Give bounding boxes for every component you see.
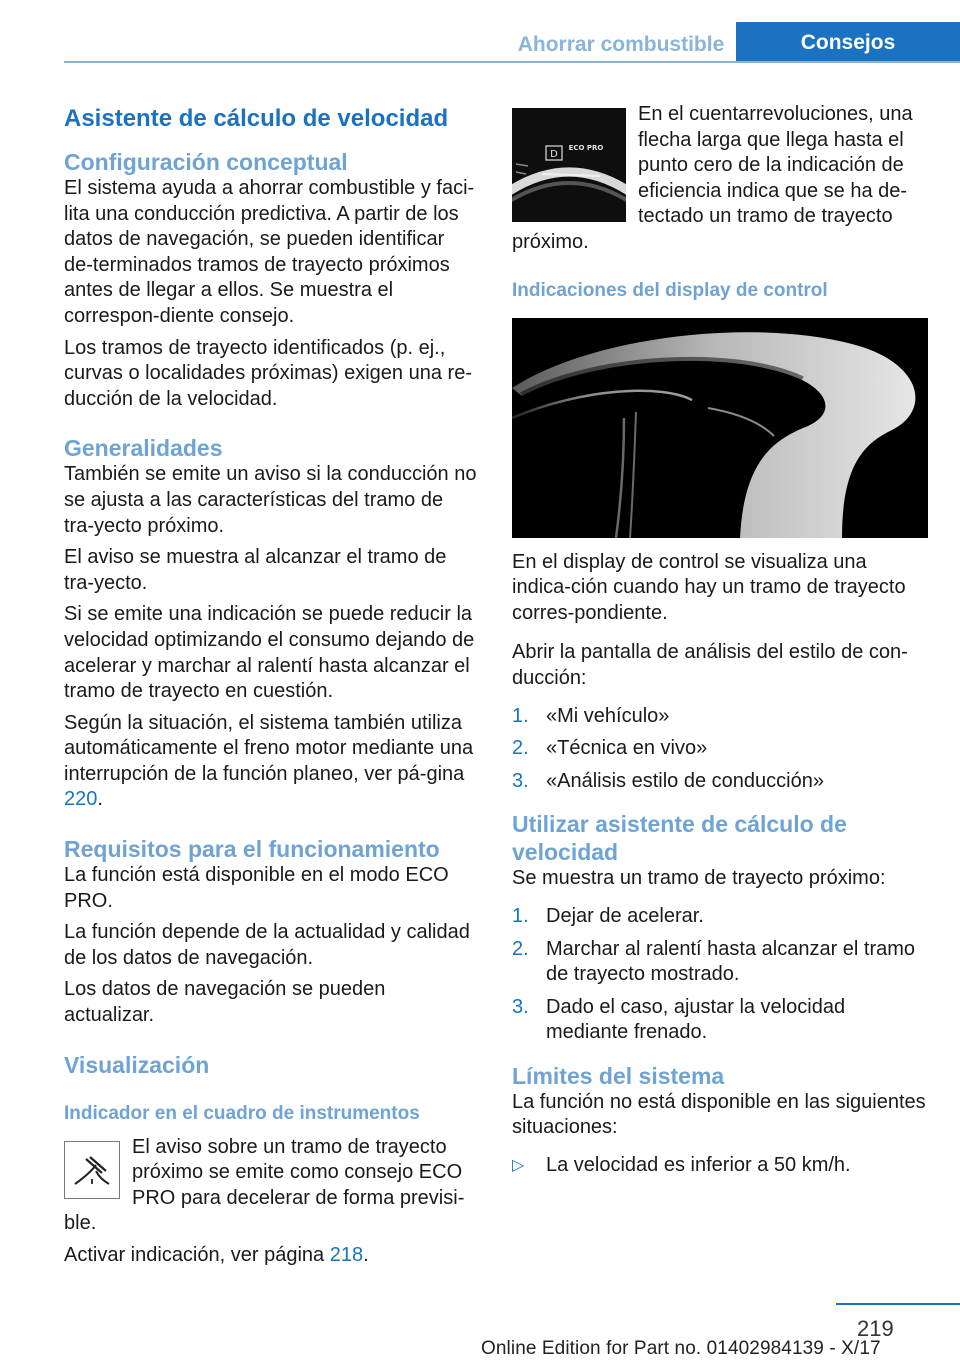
gauge-mode-label: ECO PRO (568, 144, 604, 152)
general-paragraph-4-text: Según la situación, el sistema también utiliza automáticamente el freno motor mediante una interrupción de la función planeo, ver pá-gina (64, 711, 474, 785)
general-paragraph-4-end: . (97, 788, 103, 811)
header-tab-active[interactable]: Consejos (736, 22, 960, 62)
right-column (512, 96, 928, 1179)
speed-advisor-icon (64, 1141, 120, 1199)
config-paragraph-1: El sistema ayuda a ahorrar combustible y faci-lita una conducción predictiva. A partir de los datos de navegación, se pueden identificar de-terminados tramos de trayecto próximos antes de llegar a ellos. Se muestra el correspon-diente consejo. (64, 177, 475, 327)
req-paragraph-1: La función está disponible en el modo ECO PRO. (64, 864, 449, 912)
list-item (512, 769, 928, 795)
indicator-paragraph-2-text: Activar indicación, ver página (64, 1244, 330, 1266)
display-paragraph-2: Abrir la pantalla de análisis del estilo de con-ducción: (512, 641, 908, 689)
heading-use-assistant: Utilizar asistente de cálculo de velocidad (512, 811, 847, 866)
page-link-218[interactable]: 218 (329, 1244, 364, 1266)
use-steps-list (512, 904, 928, 1046)
limits-list (512, 1153, 928, 1179)
config-paragraph-2: Los tramos de trayecto identificados (p. ej., curvas o localidades próximas) exigen una re-ducción de la velocidad. (64, 336, 472, 410)
gauge-paragraph: En el cuentarrevoluciones, una flecha larga que llega hasta el punto cero de la indicación de eficiencia indica que se ha de-tectado un tramo de trayecto próximo. (512, 103, 913, 253)
header-rule (64, 61, 960, 63)
limits-paragraph: La función no está disponible en las siguientes situaciones: (512, 1090, 926, 1139)
triangle-bullet-icon: ▷ (512, 1157, 525, 1175)
req-paragraph-3: Los datos de navegación se pueden actualizar. (64, 978, 386, 1027)
gauge-gear-label: D (550, 149, 558, 160)
list-item-number: 2. (512, 937, 529, 960)
list-item (512, 704, 928, 730)
heading-system-limits: Límites del sistema (512, 1062, 725, 1089)
use-paragraph: Se muestra un tramo de trayecto próximo: (512, 867, 886, 890)
list-item (512, 995, 928, 1046)
general-paragraph-1: También se emite un aviso si la conducción no se ajusta a las características del tramo de tra-yecto próximo. (64, 463, 477, 537)
heading-indicator: Indicador en el cuadro de instrumentos (64, 1102, 420, 1124)
list-item-text: «Técnica en vivo» (546, 737, 708, 760)
list-item (512, 736, 928, 762)
footer-rule (836, 1303, 960, 1305)
indicator-paragraph-2-end: . (363, 1244, 369, 1266)
list-item-number: 1. (512, 704, 529, 727)
general-paragraph-2: El aviso se muestra al alcanzar el tramo de tra-yecto. (64, 546, 447, 594)
heading-visualization: Visualización (64, 1051, 210, 1078)
list-item-text: «Mi vehículo» (546, 704, 670, 727)
eco-pro-gauge-image (512, 108, 626, 222)
heading-control-display: Indicaciones del display de control (512, 279, 828, 301)
list-item (512, 1153, 928, 1179)
req-paragraph-2: La función depende de la actualidad y calidad de los datos de navegación. (64, 921, 470, 969)
list-item-text: Dejar de acelerar. (546, 904, 704, 927)
list-item-text: «Análisis estilo de conducción» (546, 769, 824, 792)
heading-config: Configuración conceptual (64, 149, 348, 175)
list-item (512, 937, 928, 988)
list-item-text: La velocidad es inferior a 50 km/h. (546, 1154, 851, 1177)
list-item-number: 3. (512, 769, 529, 792)
control-display-road-image (512, 318, 928, 538)
general-paragraph-3: Si se emite una indicación se puede reducir la velocidad optimizando el consumo dejando de acelerar y marchar al ralentí hasta alcanzar el tramo de trayecto en cuestión. (64, 603, 475, 703)
list-item-number: 1. (512, 904, 529, 927)
page-number: 219 (857, 1316, 894, 1341)
list-item-number: 3. (512, 995, 529, 1018)
left-column (64, 96, 478, 1269)
header-tab-section[interactable]: Ahorrar combustible (517, 33, 725, 56)
page-link-220[interactable]: 220 (64, 788, 98, 811)
heading-requirements: Requisitos para el funcionamiento (64, 836, 440, 863)
edition-footer: Online Edition for Part no. 01402984139 - X/17 (481, 1338, 881, 1359)
list-item-text: Marchar al ralentí hasta alcanzar el tramo de trayecto mostrado. (546, 937, 916, 986)
indicator-paragraph-2 (64, 1243, 478, 1269)
heading-general: Generalidades (64, 435, 223, 462)
page-header (0, 0, 960, 64)
section-title: Asistente de cálculo de velocidad (64, 105, 449, 132)
list-item-text: Dado el caso, ajustar la velocidad mediante frenado. (546, 995, 846, 1044)
indicator-paragraph-1: El aviso sobre un tramo de trayecto próximo se emite como consejo ECO PRO para decelerar de forma previsi-ble. (64, 1135, 465, 1235)
list-item (512, 904, 928, 930)
general-paragraph-4 (64, 711, 478, 813)
list-item-number: 2. (512, 737, 529, 760)
display-paragraph-1: En el display de control se visualiza una indica-ción cuando hay un tramo de trayecto corres-pondiente. (512, 550, 906, 624)
menu-steps-list (512, 704, 928, 795)
